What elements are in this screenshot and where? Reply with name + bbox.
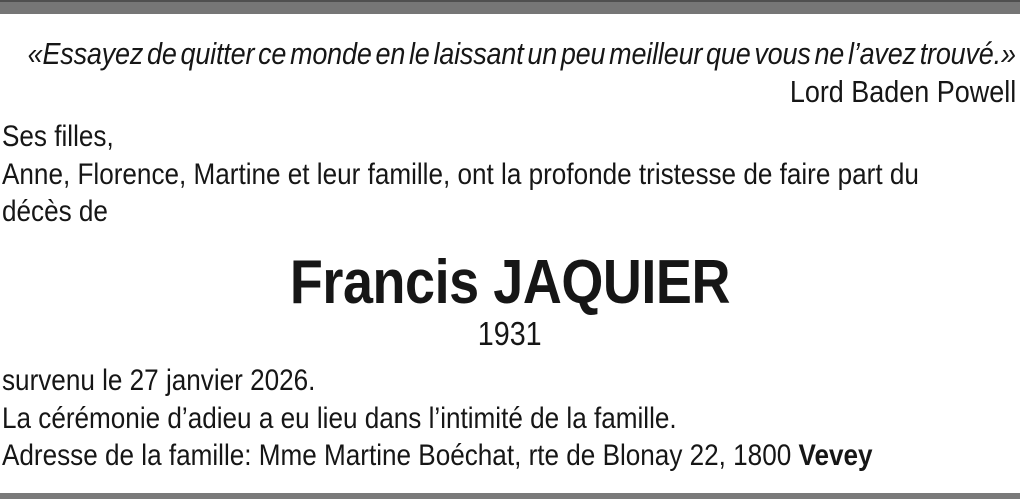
deceased-name-line [0, 248, 1020, 317]
intro-line-deces [2, 193, 1020, 231]
top-border-bar [0, 0, 1020, 14]
death-date-text: survenu le 27 janvier 2026. [2, 364, 316, 397]
death-date-line [2, 362, 1003, 400]
intro-text-family: Anne, Florence, Martine et leur famille, ont la profonde tristesse de faire part du [2, 157, 919, 191]
intro-line-relatives [2, 118, 1020, 156]
ceremony-line [2, 400, 1003, 438]
bottom-border-bar [0, 493, 1020, 499]
intro-line-family [2, 156, 1020, 194]
quote-attribution-line [0, 73, 1016, 111]
details-block [2, 362, 1003, 475]
intro-block [2, 118, 1020, 231]
deceased-name: Francis JAQUIER [289, 248, 731, 317]
quote-block [0, 35, 1016, 112]
intro-text-deces: décès de [2, 195, 108, 229]
quote-attribution: Lord Baden Powell [789, 74, 1016, 110]
quote-line [0, 35, 1016, 73]
family-address-line [2, 437, 1003, 475]
ceremony-text: La cérémonie d’adieu a eu lieu dans l’intimité de la famille. [2, 401, 677, 435]
family-address-prefix: Adresse de la famille: Mme Martine Boéchat, rte de Blonay 22, 1800 [2, 439, 799, 473]
birth-year: 1931 [478, 315, 542, 352]
family-address-text [2, 437, 873, 475]
family-address-city: Vevey [798, 439, 873, 473]
quote-text: «Essayez de quitter ce monde en le laissant un peu meilleur que vous ne l’avez trouvé.» [27, 36, 1016, 71]
intro-text-relatives: Ses filles, [2, 120, 114, 153]
birth-year-line [0, 317, 1020, 350]
